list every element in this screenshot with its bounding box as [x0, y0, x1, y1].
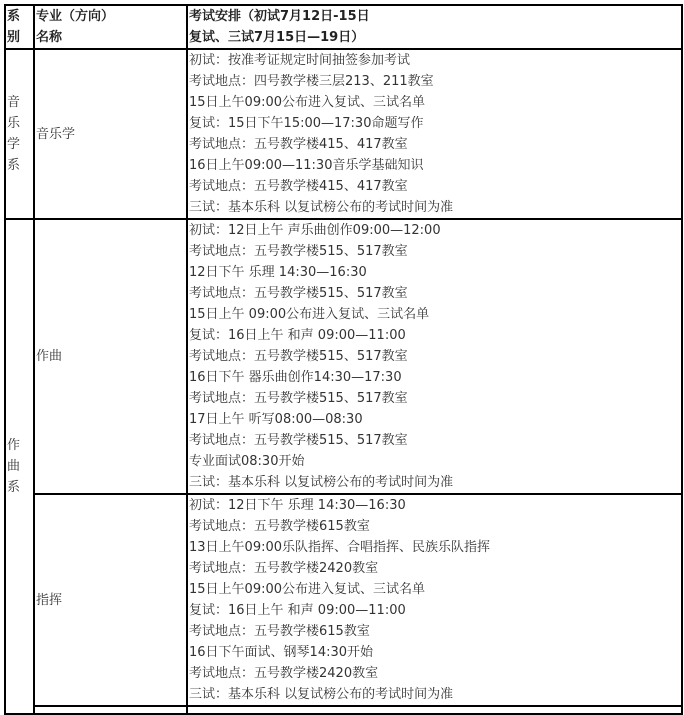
schedule-line: 16日下午面试、钢琴14:30开始 [189, 645, 374, 660]
schedule-line: 初试：按准考证规定时间抽签参加考试 [189, 53, 411, 68]
schedule-line: 考试地点：五号教学楼615教室 [189, 519, 370, 534]
schedule-line: 考试地点：五号教学楼515、517教室 [189, 349, 408, 364]
schedule-line: 专业面试08:30开始 [189, 454, 305, 469]
table-row-next-partial [5, 706, 682, 714]
schedule-line: 初试：12日下午 乐理 14:30—16:30 [189, 498, 406, 513]
schedule-cell-empty [187, 706, 682, 714]
header-major [34, 5, 187, 49]
schedule-line: 考试地点：四号教学楼三层213、211教室 [189, 74, 434, 89]
schedule-line: 考试地点：五号教学楼515、517教室 [189, 286, 408, 301]
schedule-line: 考试地点：五号教学楼2420教室 [189, 561, 379, 576]
table-header-row [5, 5, 682, 49]
major-name: 音乐学 [36, 126, 76, 142]
major-cell [34, 219, 187, 494]
exam-schedule-table [4, 4, 683, 715]
dept-name: 作曲系 [7, 438, 21, 495]
schedule-line: 三试：基本乐科 以复试榜公布的考试时间为准 [189, 687, 454, 702]
major-cell [34, 494, 187, 706]
major-name: 指挥 [36, 592, 63, 608]
major-cell-empty [34, 706, 187, 714]
header-schedule-line-1: 考试安排（初试7月12日-15日 [189, 9, 370, 24]
header-major-line-1: 专业（方向） [36, 9, 115, 24]
schedule-line: 考试地点：五号教学楼515、517教室 [189, 244, 408, 259]
header-schedule [187, 5, 682, 49]
schedule-line: 17日上午 听写08:00—08:30 [189, 412, 363, 427]
schedule-cell [187, 49, 682, 219]
schedule-line: 考试地点：五号教学楼2420教室 [189, 666, 379, 681]
dept-cell-musicology [5, 49, 34, 219]
dept-name: 音乐学系 [7, 95, 21, 173]
major-cell [34, 49, 187, 219]
header-schedule-line-2: 复试、三试7月15日—19日） [189, 30, 365, 45]
schedule-line: 12日下午 乐理 14:30—16:30 [189, 265, 367, 280]
table-row [5, 219, 682, 494]
schedule-line: 13日上午09:00乐队指挥、合唱指挥、民族乐队指挥 [189, 540, 491, 555]
schedule-cell [187, 494, 682, 706]
header-dept-label: 系别 [7, 9, 21, 45]
table-row [5, 49, 682, 219]
schedule-line: 考试地点：五号教学楼415、417教室 [189, 137, 408, 152]
schedule-line: 三试：基本乐科 以复试榜公布的考试时间为准 [189, 475, 454, 490]
table-row [5, 494, 682, 706]
schedule-line: 15日上午09:00公布进入复试、三试名单 [189, 582, 426, 597]
schedule-line: 三试：基本乐科 以复试榜公布的考试时间为准 [189, 200, 454, 215]
schedule-line: 复试：16日上午 和声 09:00—11:00 [189, 603, 406, 618]
schedule-line: 初试：12日上午 声乐曲创作09:00—12:00 [189, 223, 441, 238]
schedule-line: 15日上午09:00公布进入复试、三试名单 [189, 95, 426, 110]
dept-cell-composition [5, 219, 34, 714]
schedule-line: 考试地点：五号教学楼515、517教室 [189, 391, 408, 406]
header-dept [5, 5, 34, 49]
schedule-line: 16日下午 器乐曲创作14:30—17:30 [189, 370, 402, 385]
schedule-line: 考试地点：五号教学楼615教室 [189, 624, 370, 639]
header-major-line-2: 名称 [36, 30, 63, 45]
schedule-line: 15日上午 09:00公布进入复试、三试名单 [189, 307, 430, 322]
schedule-line: 复试：16日上午 和声 09:00—11:00 [189, 328, 406, 343]
schedule-line: 考试地点：五号教学楼415、417教室 [189, 179, 408, 194]
schedule-line: 考试地点：五号教学楼515、517教室 [189, 433, 408, 448]
schedule-line: 复试：15日下午15:00—17:30命题写作 [189, 116, 424, 131]
schedule-line: 16日上午09:00—11:30音乐学基础知识 [189, 158, 424, 173]
major-name: 作曲 [36, 349, 63, 364]
schedule-cell [187, 219, 682, 494]
